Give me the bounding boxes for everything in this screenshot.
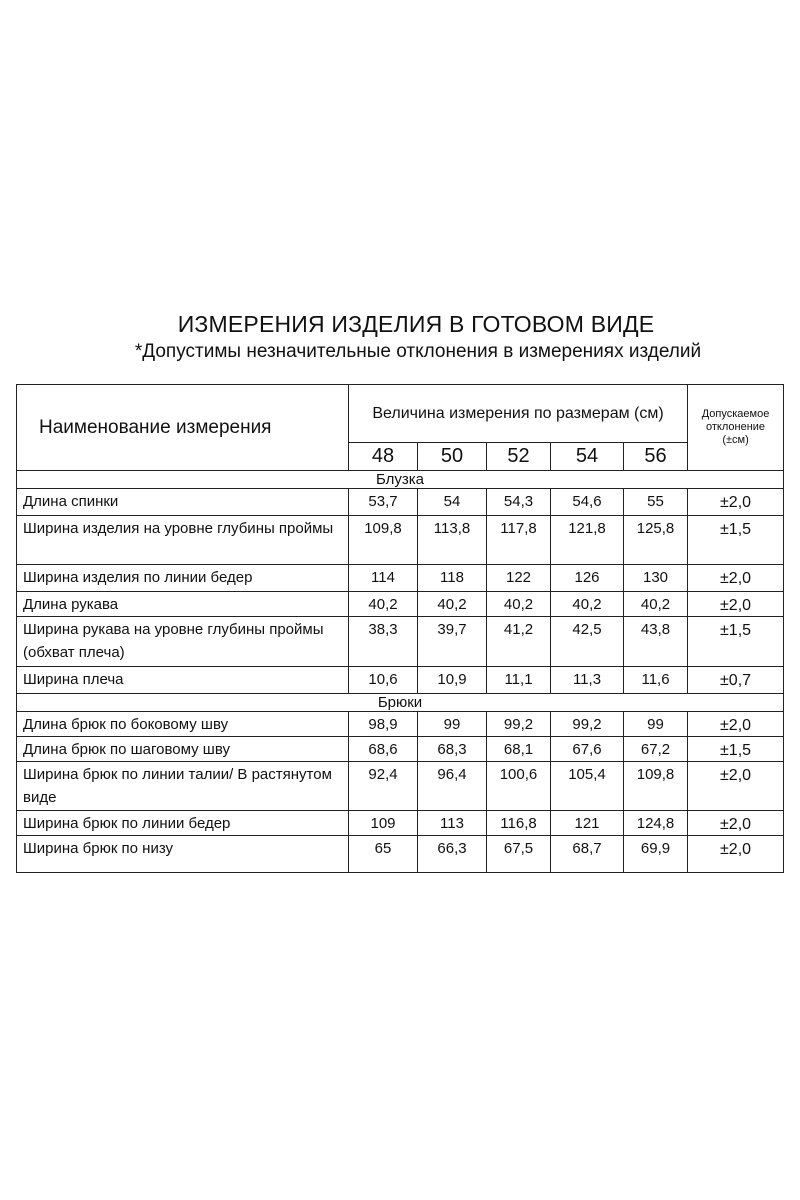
measurement-value: 68,6 <box>349 737 418 762</box>
section-title: Блузка <box>17 471 784 489</box>
measurement-value: 53,7 <box>349 489 418 516</box>
measurement-value: 67,6 <box>551 737 624 762</box>
tolerance-value: ±2,0 <box>688 712 784 737</box>
tolerance-value: ±2,0 <box>688 592 784 617</box>
table-row <box>17 617 784 667</box>
section-title: Брюки <box>17 694 784 712</box>
measurement-value: 68,7 <box>551 836 624 873</box>
table-row <box>17 592 784 617</box>
measurement-value: 113 <box>418 811 487 836</box>
size-header: 48 <box>349 443 418 471</box>
section-row-blouse <box>17 471 784 489</box>
size-header: 52 <box>487 443 551 471</box>
measurement-value: 118 <box>418 565 487 592</box>
tolerance-label-line1: Допускаемое <box>701 408 770 420</box>
measurement-value: 125,8 <box>624 516 688 565</box>
measurement-name: Ширина изделия по линии бедер <box>17 565 349 592</box>
table-row <box>17 565 784 592</box>
table-row <box>17 667 784 694</box>
measurement-value: 67,5 <box>487 836 551 873</box>
measurement-value: 55 <box>624 489 688 516</box>
measurement-name: Длина брюк по шаговому шву <box>17 737 349 762</box>
table-row <box>17 489 784 516</box>
measurement-value: 113,8 <box>418 516 487 565</box>
measurement-value: 99,2 <box>487 712 551 737</box>
measurement-name: Длина рукава <box>17 592 349 617</box>
tolerance-value: ±2,0 <box>688 565 784 592</box>
measurement-value: 109,8 <box>349 516 418 565</box>
measurement-value: 66,3 <box>418 836 487 873</box>
measurement-value: 96,4 <box>418 762 487 811</box>
page-title: ИЗМЕРЕНИЯ ИЗДЕЛИЯ В ГОТОВОМ ВИДЕ <box>177 311 655 337</box>
measurement-value: 54,3 <box>487 489 551 516</box>
measurement-value: 109 <box>349 811 418 836</box>
table-row <box>17 762 784 811</box>
measurement-value: 67,2 <box>624 737 688 762</box>
section-row-trousers <box>17 694 784 712</box>
measurement-name: Ширина брюк по линии бедер <box>17 811 349 836</box>
measurement-name: Длина спинки <box>17 489 349 516</box>
measurement-value: 99,2 <box>551 712 624 737</box>
column-header-sizes: Величина измерения по размерам (см) <box>349 385 688 443</box>
measurement-value: 10,6 <box>349 667 418 694</box>
measurement-value: 43,8 <box>624 617 688 667</box>
measurement-value: 124,8 <box>624 811 688 836</box>
tolerance-value: ±1,5 <box>688 617 784 667</box>
measurement-value: 68,1 <box>487 737 551 762</box>
measurement-value: 10,9 <box>418 667 487 694</box>
measurement-value: 99 <box>624 712 688 737</box>
measurement-value: 109,8 <box>624 762 688 811</box>
tolerance-value: ±1,5 <box>688 737 784 762</box>
measurement-value: 126 <box>551 565 624 592</box>
measurement-name: Ширина брюк по линии талии/ В растянутом виде <box>17 762 349 811</box>
measurement-value: 65 <box>349 836 418 873</box>
measurement-value: 92,4 <box>349 762 418 811</box>
measurement-name: Ширина рукава на уровне глубины проймы (обхват плеча) <box>17 617 349 667</box>
tolerance-value: ±1,5 <box>688 516 784 565</box>
measurement-value: 69,9 <box>624 836 688 873</box>
measurement-value: 54 <box>418 489 487 516</box>
measurement-value: 121,8 <box>551 516 624 565</box>
measurement-value: 39,7 <box>418 617 487 667</box>
measurement-value: 130 <box>624 565 688 592</box>
table-row <box>17 811 784 836</box>
tolerance-value: ±2,0 <box>688 489 784 516</box>
measurement-value: 68,3 <box>418 737 487 762</box>
measurement-value: 54,6 <box>551 489 624 516</box>
measurements-table <box>16 384 784 873</box>
table-row <box>17 712 784 737</box>
tolerance-value: ±0,7 <box>688 667 784 694</box>
size-header: 56 <box>624 443 688 471</box>
measurement-value: 11,6 <box>624 667 688 694</box>
table-row <box>17 516 784 565</box>
measurement-value: 99 <box>418 712 487 737</box>
measurement-value: 121 <box>551 811 624 836</box>
table-row <box>17 836 784 873</box>
tolerance-label-line3: (±см) <box>722 434 749 446</box>
measurement-value: 41,2 <box>487 617 551 667</box>
measurement-name: Ширина изделия на уровне глубины проймы <box>17 516 349 565</box>
measurement-value: 40,2 <box>551 592 624 617</box>
measurement-value: 98,9 <box>349 712 418 737</box>
measurement-value: 11,1 <box>487 667 551 694</box>
tolerance-value: ±2,0 <box>688 811 784 836</box>
column-header-name: Наименование измерения <box>17 385 349 471</box>
tolerance-value: ±2,0 <box>688 836 784 873</box>
measurement-value: 40,2 <box>487 592 551 617</box>
measurement-name: Длина брюк по боковому шву <box>17 712 349 737</box>
column-header-tolerance <box>688 385 784 471</box>
table-row <box>17 737 784 762</box>
measurement-name: Ширина брюк по низу <box>17 836 349 873</box>
measurement-value: 42,5 <box>551 617 624 667</box>
tolerance-value: ±2,0 <box>688 762 784 811</box>
measurement-value: 117,8 <box>487 516 551 565</box>
measurement-value: 100,6 <box>487 762 551 811</box>
tolerance-label-line2: отклонение <box>706 421 766 433</box>
measurement-value: 114 <box>349 565 418 592</box>
measurement-name: Ширина плеча <box>17 667 349 694</box>
measurement-value: 122 <box>487 565 551 592</box>
measurement-value: 105,4 <box>551 762 624 811</box>
measurement-value: 40,2 <box>418 592 487 617</box>
size-header: 54 <box>551 443 624 471</box>
measurement-value: 116,8 <box>487 811 551 836</box>
measurement-value: 11,3 <box>551 667 624 694</box>
page-subtitle: *Допустимы незначительные отклонения в измерениях изделий <box>134 341 702 362</box>
measurement-value: 38,3 <box>349 617 418 667</box>
measurement-value: 40,2 <box>349 592 418 617</box>
measurement-value: 40,2 <box>624 592 688 617</box>
size-header: 50 <box>418 443 487 471</box>
